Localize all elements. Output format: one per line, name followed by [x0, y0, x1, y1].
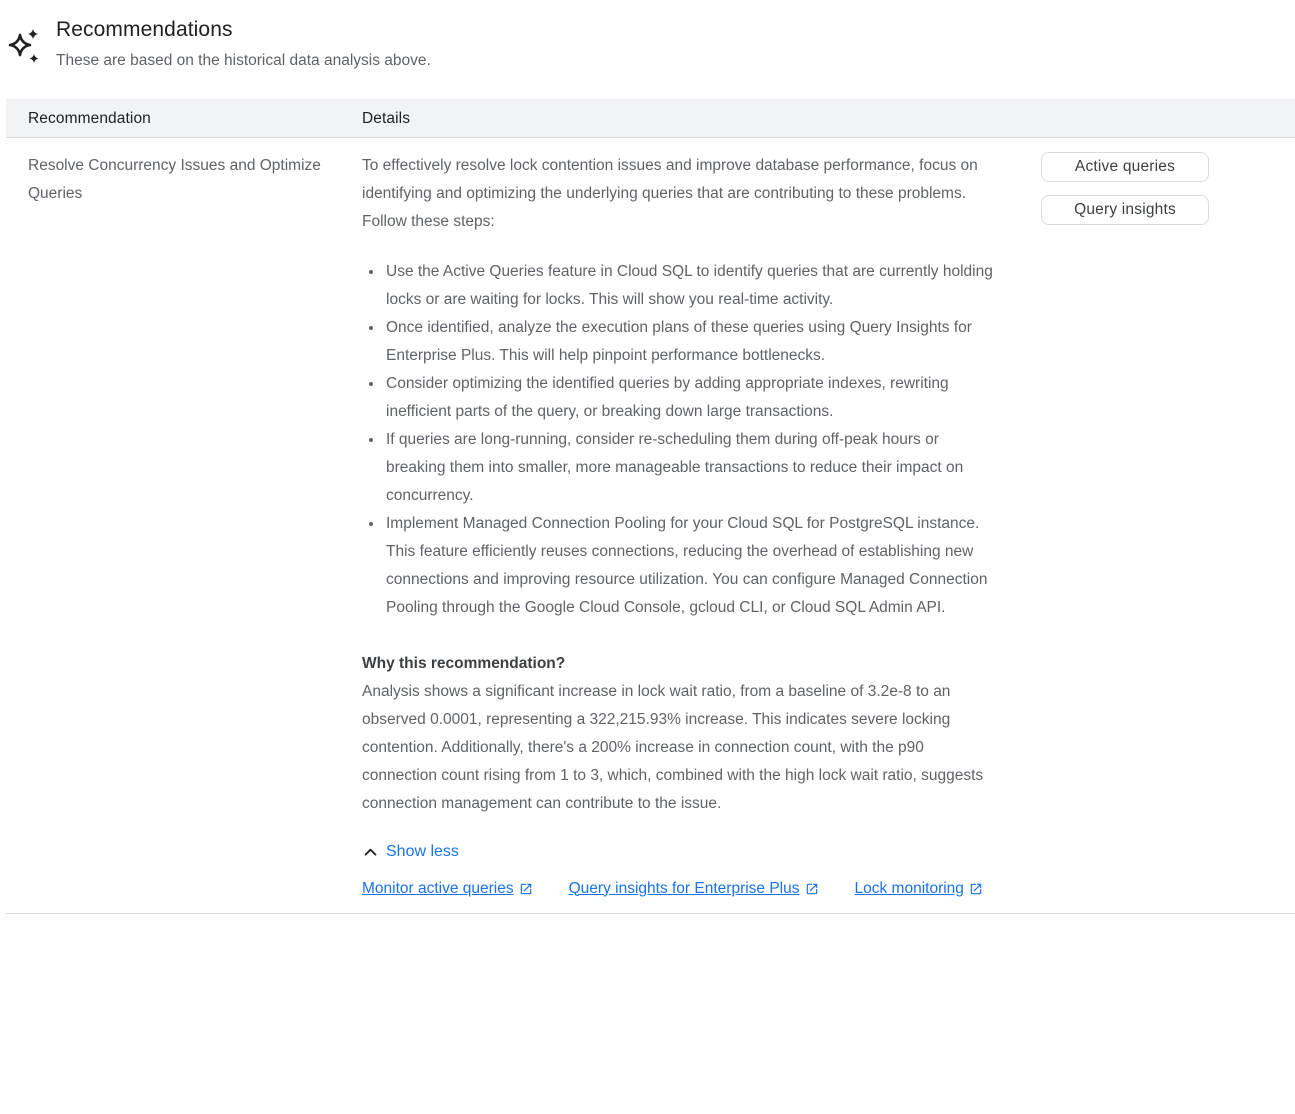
- show-less-label: Show less: [386, 843, 459, 860]
- link-monitor-active-queries[interactable]: [362, 875, 533, 903]
- recommendation-title: Resolve Concurrency Issues and Optimize Queries: [28, 157, 321, 202]
- column-header-recommendation: Recommendation: [28, 109, 151, 127]
- link-lock-monitoring[interactable]: [855, 875, 983, 903]
- why-recommendation-text: Analysis shows a significant increase in lock wait ratio, from a baseline of 3.2e-8 to an observed 0.0001, representing a 322,215.93% increase. This indicates severe locking contention. Additionally, there's a 200% increase in connection count, with the p90 connection count rising from 1 to 3, which, combined with the high lock wait ratio, suggests connection management can contribute to the issue.: [362, 683, 984, 812]
- why-recommendation-section: [362, 650, 999, 818]
- details-bullet-list: [362, 258, 999, 622]
- external-link-icon: [969, 882, 983, 896]
- bullet-item: • Once identified, analyze the execution plans of these queries using Query Insights for Enterprise Plus. This will help pinpoint performance bottlenecks.: [384, 314, 999, 370]
- link-query-insights-enterprise-plus[interactable]: [569, 875, 819, 903]
- query-insights-button[interactable]: Query insights: [1041, 195, 1209, 225]
- external-link-icon: [519, 882, 533, 896]
- bullet-item: • If queries are long-running, consider re-scheduling them during off-peak hours or breaking them into smaller, more manageable transactions to reduce their impact on concurrency.: [384, 426, 999, 510]
- recommendations-table: [6, 99, 1295, 914]
- why-recommendation-heading: Why this recommendation?: [362, 655, 566, 672]
- link-label: Query insights for Enterprise Plus: [568, 879, 800, 897]
- recommendations-header: [0, 0, 1295, 73]
- table-row: [6, 138, 1295, 914]
- active-queries-button[interactable]: Active queries: [1041, 152, 1209, 182]
- page-subtitle: These are based on the historical data analysis above.: [56, 52, 431, 69]
- gemini-sparkle-icon: [8, 28, 48, 73]
- column-header-details: Details: [362, 109, 411, 127]
- recommendation-details: [362, 152, 1007, 903]
- table-header-row: [6, 99, 1295, 138]
- details-intro: To effectively resolve lock contention issues and improve database performance, focus on identifying and optimizing the underlying queries that are contributing to these problems. Follow these steps:: [362, 157, 978, 230]
- link-label: Lock monitoring: [854, 879, 964, 897]
- link-label: Monitor active queries: [362, 879, 514, 897]
- bullet-item: • Implement Managed Connection Pooling for your Cloud SQL for PostgreSQL instance. This feature efficiently reuses connections, reducing the overhead of establishing new connections and improving resource utilization. You can configure Managed Connection Pooling through the Google Cloud Console, gcloud CLI, or Cloud SQL Admin API.: [384, 510, 999, 622]
- external-link-icon: [805, 882, 819, 896]
- show-less-button[interactable]: [362, 838, 459, 866]
- chevron-up-icon: [362, 844, 379, 861]
- page-title: Recommendations: [56, 18, 233, 41]
- row-actions: [1007, 152, 1295, 903]
- bullet-item: • Use the Active Queries feature in Cloud SQL to identify queries that are currently holding locks or are waiting for locks. This will show you real-time activity.: [384, 258, 999, 314]
- bullet-item: • Consider optimizing the identified queries by adding appropriate indexes, rewriting inefficient parts of the query, or breaking down large transactions.: [384, 370, 999, 426]
- documentation-links: [362, 875, 999, 903]
